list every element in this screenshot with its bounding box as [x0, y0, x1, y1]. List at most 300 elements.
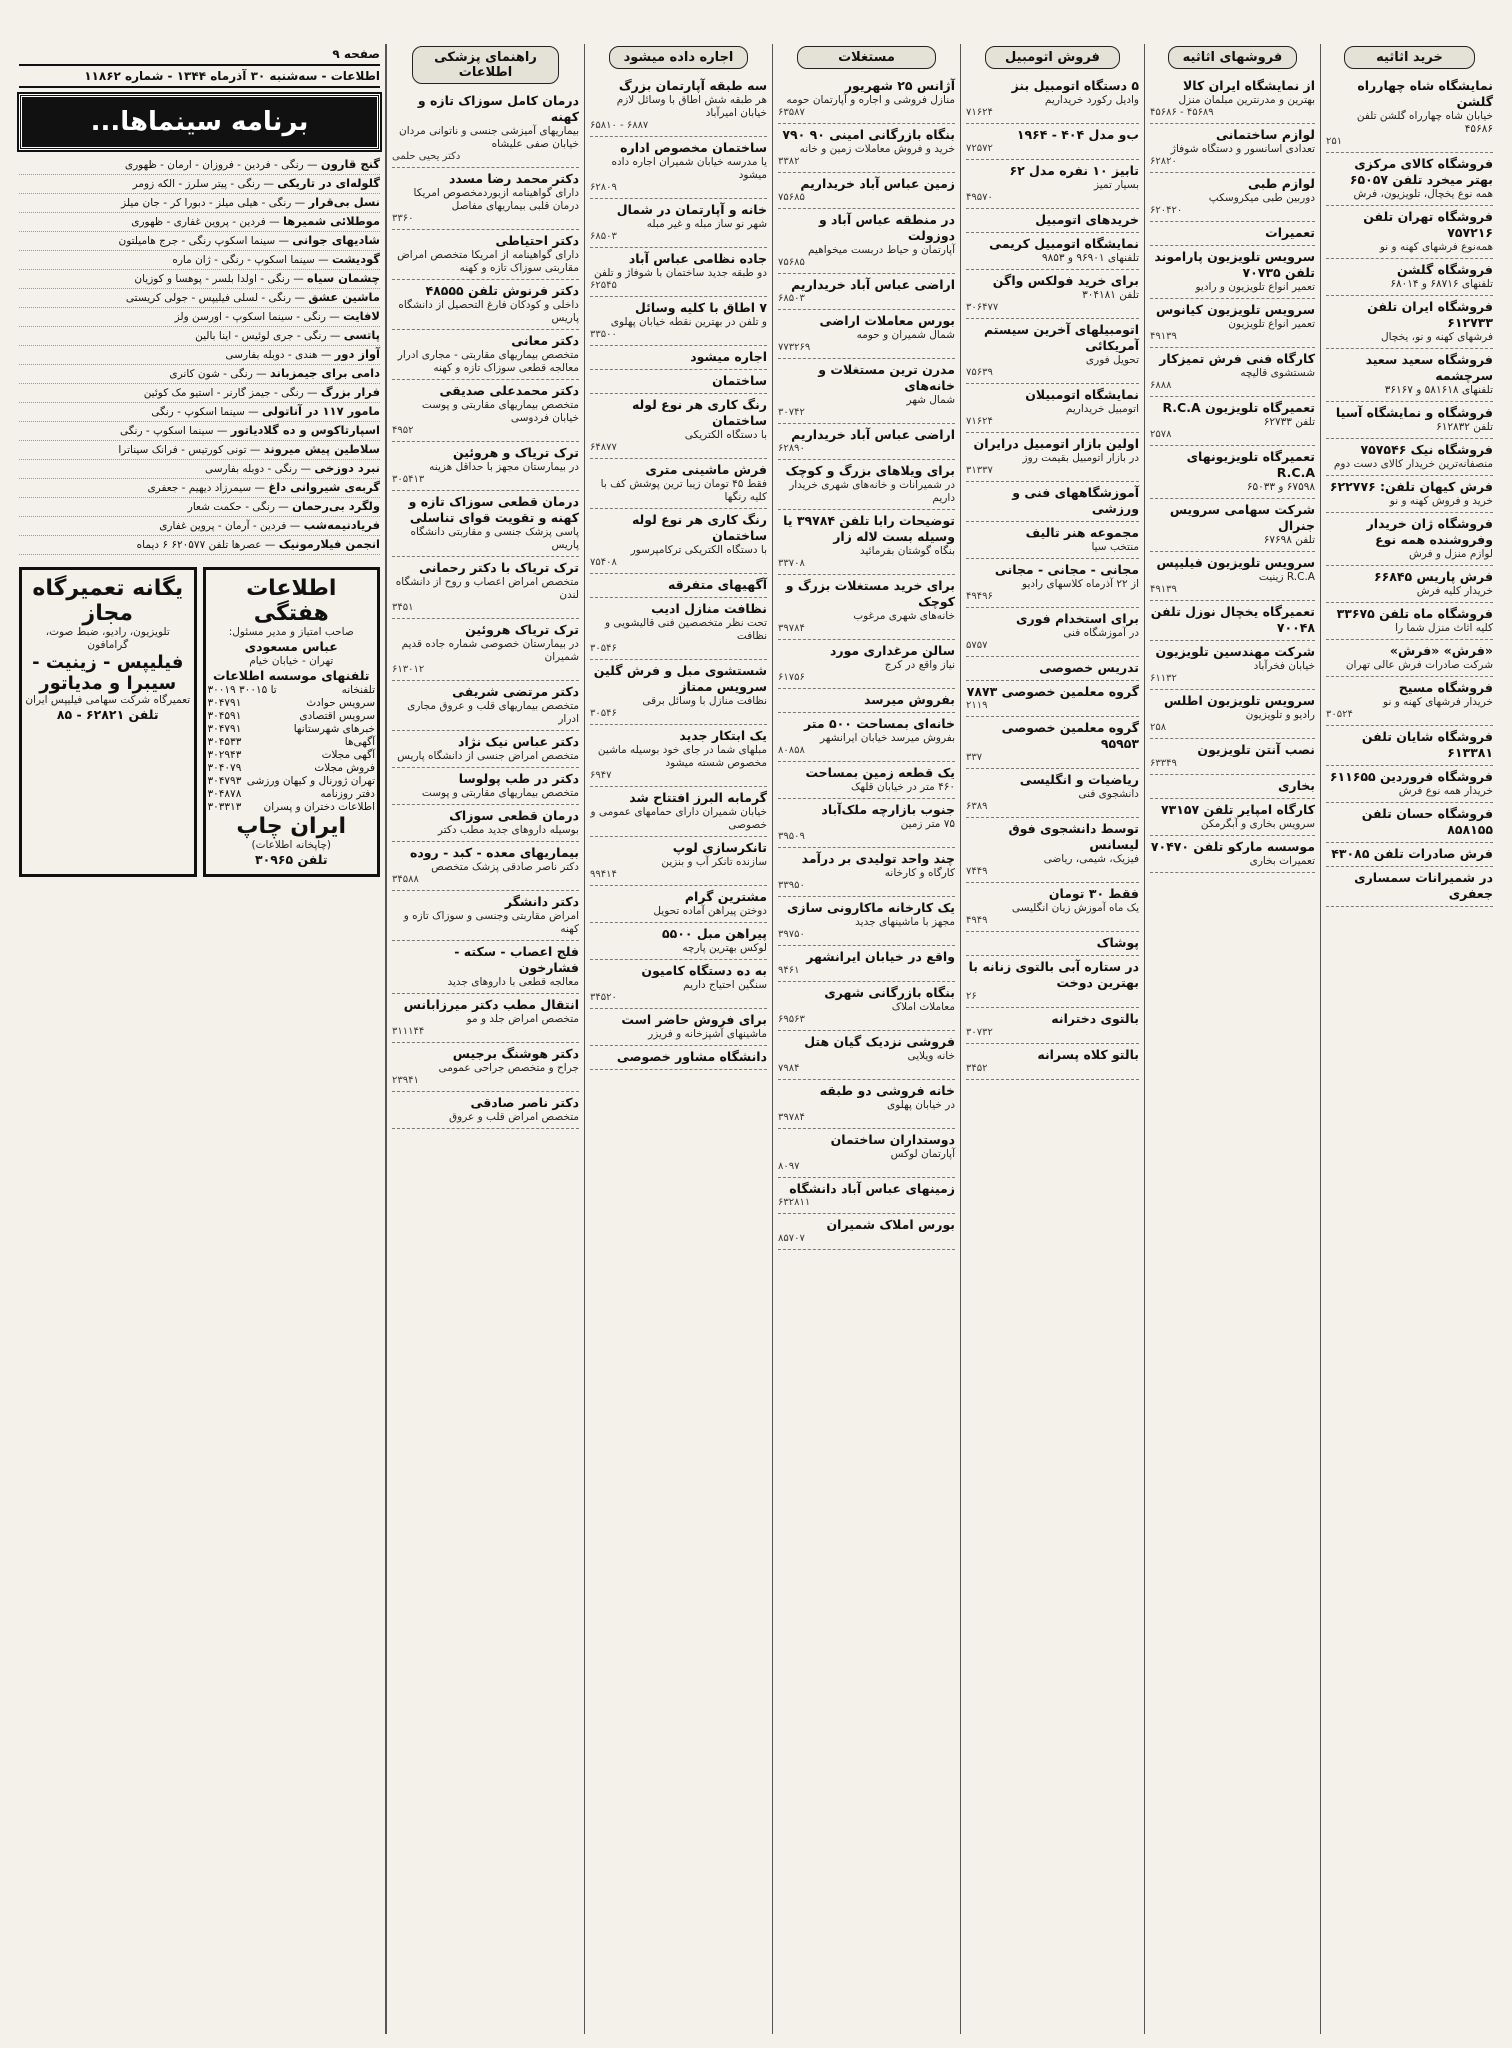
- ad-item: [1326, 766, 1493, 803]
- ad-body: خرید و فروش کهنه و نو: [1389, 495, 1493, 507]
- ad-title: فروشگاه گلشن: [1396, 262, 1493, 277]
- cinema-item: [19, 403, 380, 422]
- ad-body: منصفانه‌ترین خریدار کالای دست دوم: [1333, 458, 1493, 470]
- cinema-film-name: گودیشت: [332, 252, 380, 266]
- ad-title: فروشگاه فروردین ۶۱۱۶۵۵: [1329, 769, 1493, 784]
- owner-label: صاحب امتیاز و مدیر مسئول:: [228, 626, 354, 638]
- ad-item: [1150, 446, 1315, 499]
- ad-item: [966, 209, 1139, 233]
- ad-title: دکتر دانشگر: [504, 894, 579, 909]
- ad-body: خیابان شمیران دارای حمامهای عمومی و خصوصی: [590, 806, 767, 831]
- ad-item: [392, 768, 579, 805]
- ad-item: [778, 689, 955, 713]
- ad-code: ۳۰۵۴۶: [590, 643, 617, 654]
- print-sub: (چاپخانه اطلاعات): [251, 839, 332, 851]
- cinema-film-details: — سینما اسکوپ - رنگی: [151, 406, 262, 418]
- column-heading: مستغلات: [797, 46, 936, 69]
- ad-body: ۴۶۰ متر در خیابان قلهک: [850, 781, 955, 793]
- ad-code: ۳۴۵۱: [392, 602, 414, 613]
- ad-code: ۳۰۵۴۱۳: [392, 474, 425, 485]
- ad-item: [1150, 246, 1315, 299]
- ad-item: [392, 90, 579, 168]
- ad-item: [778, 173, 955, 209]
- ad-body: ماشینهای آشپزخانه و فریزر: [648, 1028, 767, 1040]
- ad-title: اولین بازار اتومبیل درایران: [973, 436, 1139, 451]
- ad-body: مبلهای شما در جای خود بوسیله ماشین مخصوص شسته میشود: [597, 744, 767, 769]
- ad-title: فروشگاه مسیح: [1398, 680, 1493, 695]
- ad-item: [966, 769, 1139, 818]
- cinema-item: [19, 346, 380, 365]
- ad-code: ۳۴۵۲۰: [590, 992, 617, 1003]
- ad-code: ۹۹۴۱۴: [590, 869, 617, 880]
- ad-item: [392, 681, 579, 731]
- ad-item: [1150, 799, 1315, 836]
- ad-code: ۶۲۸۰۹: [590, 182, 617, 193]
- ad-item: [1326, 153, 1493, 206]
- ad-body: بیماریهای آمیزشی جنسی و ناتوانی مردان خیابان صفی علیشاه: [399, 125, 579, 150]
- ad-item: [778, 762, 955, 799]
- ad-code: ۴۹۱۳۹: [1150, 584, 1177, 595]
- ad-item: [590, 137, 767, 199]
- ad-item: [1150, 641, 1315, 690]
- ad-body: فرشهای کهنه و نو، یخچال: [1381, 331, 1493, 343]
- ad-code: ۳۹۷۸۴: [778, 1112, 805, 1123]
- ad-title: فرش پاریس ۶۶۸۴۵: [1373, 569, 1493, 584]
- ad-code: ۶۲۵۴۵: [590, 280, 617, 291]
- ad-code: ۳۴۵۸۸: [392, 874, 419, 885]
- ad-title: دکتر عباس نیک نژاد: [458, 734, 579, 749]
- cinema-film-details: — سیمرزاد دیهیم - جعفری: [147, 482, 269, 494]
- ad-item: [590, 960, 767, 1009]
- cinema-item: [19, 232, 380, 251]
- cinema-film-name: ماشین عشق: [308, 290, 380, 304]
- ad-code: ۴۵۶۸۶ - ۴۵۶۸۹: [1150, 107, 1214, 118]
- ad-title: گرمابه البرز افتتاح شد: [629, 790, 767, 805]
- ad-item: [778, 946, 955, 982]
- ad-title: فروشگاه حسان تلفن ۸۵۸۱۵۵: [1361, 806, 1493, 837]
- column-furniture-sale: [1144, 44, 1320, 2034]
- ad-title: نمایشگاه شاه چهارراه گلشن: [1357, 78, 1493, 109]
- ad-body: خرید و فروش معاملات زمین و خانه: [799, 143, 955, 155]
- phone-number: ۳۰۴۵۳۳: [207, 736, 242, 748]
- ad-body: بسیار تمیز: [1093, 179, 1139, 191]
- ad-item: [778, 1129, 955, 1178]
- phone-row: [208, 788, 376, 801]
- ad-body: دو طبقه جدید ساختمان با شوفاژ و تلفن: [593, 267, 767, 279]
- ad-body: متخصص بیماریهای مقاربتی و پوست: [421, 787, 579, 799]
- ad-title: شرکت مهندسین تلویزیون: [1155, 644, 1315, 659]
- cinema-item: [19, 498, 380, 517]
- ad-item: [392, 619, 579, 681]
- cinema-list: [19, 156, 380, 555]
- ad-body: معاملات املاک: [891, 1001, 955, 1013]
- ad-item: [778, 1214, 955, 1250]
- ad-title: فروشگاه ایران تلفن ۶۱۲۷۳۳: [1367, 299, 1493, 330]
- ad-item: [778, 75, 955, 124]
- cinema-film-details: — تونی کورتیس - فرانک سیناترا: [118, 444, 264, 456]
- cinema-film-details: — سینما اسکوپ - رنگی: [120, 425, 231, 437]
- cinema-film-details: — سینما اسکوپ رنگی - جرج هامیلتون: [118, 235, 293, 247]
- ad-item: [1150, 499, 1315, 552]
- ad-item: [1326, 726, 1493, 766]
- ad-item: [590, 598, 767, 660]
- ad-body: تلفنهای ۵۸۱۶۱۸ و ۳۶۱۶۷: [1384, 384, 1493, 396]
- ad-title: ساختمان: [712, 373, 767, 388]
- ad-body: خریدار فرشهای کهنه و نو: [1383, 696, 1493, 708]
- print-title: ایران چاپ: [236, 814, 347, 839]
- ad-code: ۴۹۴۹۶: [966, 591, 993, 602]
- ad-item: [966, 384, 1139, 433]
- ad-title: دکتر معانی: [511, 333, 579, 348]
- cinema-film-name: شادیهای جوانی: [292, 233, 380, 247]
- cinema-item: [19, 384, 380, 403]
- ad-title: دکتر ناصر صادقی: [470, 1095, 579, 1110]
- ad-body: بفروش میرسد خیابان ایرانشهر: [820, 732, 955, 744]
- ad-code: ۳۰۷۳۲: [966, 1027, 993, 1038]
- cinema-film-details: — رنگی - لسلی فیلیپس - جولی کریستی: [125, 292, 309, 304]
- ad-title: ۵ دستگاه اتومبیل بنز: [1011, 78, 1139, 93]
- phone-number: ۳۰۲۹۴۳: [207, 749, 242, 761]
- phone-number: ۳۰۴۸۷۸: [207, 788, 242, 800]
- ad-body: همه‌نوع فرشهای کهنه و نو: [1379, 241, 1493, 253]
- phone-row: [208, 697, 376, 710]
- ad-body: مجهز با ماشینهای جدید: [855, 916, 955, 928]
- ad-body: تلفنهای ۶۸۷۱۶ و ۶۸۰۱۴: [1390, 278, 1493, 290]
- ad-item: [392, 380, 579, 442]
- column-heading: خرید اثاثیه: [1344, 46, 1475, 69]
- ad-code: ۶۵۸۱۰ - ۶۸۸۷: [590, 120, 649, 131]
- phone-label: تلفنخانه: [341, 684, 375, 696]
- ad-body: در شمیرانات و خانه‌های شهری خریدار داریم: [789, 479, 955, 504]
- ad-item: [1326, 75, 1493, 153]
- ad-body: متخصص بیماریهای مقاربتی - مجاری ادرار معالجه قطعی سوزاک تازه و کهنه: [397, 349, 579, 374]
- ad-body: سرویس بخاری و آبگرمکن: [1200, 818, 1315, 830]
- ad-body: کلیه اثاث منزل شما را: [1395, 622, 1493, 634]
- ad-item: [392, 168, 579, 230]
- ad-code: دکتر یحیی حلمی: [392, 151, 461, 162]
- ad-code: ۶۲۸۹۰: [778, 443, 805, 454]
- cinema-film-details: — رنگی - فردین - فروزان - ارمان - ظهوری: [124, 159, 321, 171]
- ad-title: لوازم ساختمانی: [1215, 127, 1315, 142]
- ad-code: ۸۰۸۵۸: [778, 745, 805, 756]
- ad-item: [778, 209, 955, 274]
- ad-title: دوستداران ساختمان: [830, 1132, 955, 1147]
- phone-row: [208, 736, 376, 749]
- ad-item: [778, 1178, 955, 1214]
- ad-code: ۳۳۵۰۰: [590, 329, 617, 340]
- ad-title: واقع در خیابان ایرانشهر: [806, 949, 955, 964]
- cinema-film-name: لافایت: [343, 309, 380, 323]
- cinema-film-details: — رنگی - هیلی میلز - دبورا کر - جان میلز: [121, 197, 309, 209]
- ad-code: ۹۴۶۱: [778, 965, 800, 976]
- phone-number: ۳۰۴۵۹۱: [207, 710, 242, 722]
- ad-code: ۶۲۸۲۰: [1150, 156, 1177, 167]
- ad-body: تلفن ۶۷۶۹۸: [1263, 534, 1315, 546]
- ad-title: آژانس ۲۵ شهریور: [844, 78, 955, 93]
- ad-item: [778, 1080, 955, 1129]
- page-number: صفحه ۹: [19, 44, 380, 66]
- column-rentals: [584, 44, 772, 2034]
- ad-title: تانکرسازی لوپ: [672, 840, 767, 855]
- ad-title: به ده دستگاه کامیون: [641, 963, 767, 978]
- phone-row: [208, 801, 376, 814]
- ad-item: [1150, 75, 1315, 124]
- ad-item: [778, 274, 955, 310]
- ad-title: فقط ۳۰ تومان: [1048, 886, 1139, 901]
- ad-body: بوسیله داروهای جدید مطب دکتر: [437, 824, 579, 836]
- ad-body: متخصص امراض قلب و عروق: [449, 1111, 579, 1123]
- ad-title: سرویس تلویزیون فیلیپس: [1156, 555, 1315, 570]
- ad-item: [392, 491, 579, 557]
- ad-title: تعمیرگاه یخچال نوزل تلفن ۷۰۰۴۸: [1150, 604, 1315, 635]
- ad-title: ترک تریاک و هروئین: [452, 445, 579, 460]
- ad-code: ۷۵۴۰۸: [590, 557, 617, 568]
- ad-code: ۵۷۵۷: [966, 640, 988, 651]
- bottom-boxes: [19, 561, 380, 883]
- ad-title: در منطقه عباس آباد و دوزولت: [818, 212, 955, 243]
- ad-title: بنگاه بازرگانی شهری: [824, 985, 955, 1000]
- ad-title: شستشوی مبل و فرش گلین سرویس ممتاز: [593, 663, 767, 694]
- cinema-item: [19, 536, 380, 555]
- ad-title: ترک تریاک با دکتر رحمانی: [419, 560, 579, 575]
- ad-title: تعمیرگاه تلویزیون R.C.A: [1162, 400, 1315, 415]
- ad-item: [966, 124, 1139, 160]
- phones-list: [208, 684, 376, 814]
- ad-code: ۳۰۷۴۲: [778, 407, 805, 418]
- ad-body: آپارتمان لوکس: [890, 1148, 955, 1160]
- ad-body: دوختن پیراهن آماده تحویل: [653, 905, 767, 917]
- cinema-film-name: اسپارتاکوس و ده گلادیاتور: [230, 423, 380, 437]
- cinema-film-details: — رنگی - حکمت شعار: [187, 501, 293, 513]
- ads-list: [590, 75, 767, 1070]
- ad-title: یک ابتکار جدید: [679, 728, 767, 743]
- ettelaat-title: اطلاعات هفتگی: [246, 576, 337, 626]
- ad-body: نیاز واقع در کرج: [884, 659, 955, 671]
- ad-item: [966, 75, 1139, 124]
- ad-body: لوازم منزل و فرش: [1408, 548, 1493, 560]
- ad-title: نظافت منازل ادیب: [651, 601, 767, 616]
- ad-body: منتخب سیا: [1091, 541, 1139, 553]
- ad-title: دکتر در طب پولوسا: [458, 771, 579, 786]
- ad-title: تعمیرات: [1265, 225, 1315, 240]
- ad-item: [590, 346, 767, 370]
- ad-item: [778, 897, 955, 946]
- cinema-film-name: گلوله‌ای در تاریکی: [277, 176, 380, 190]
- ad-title: اجاره میشود: [690, 349, 767, 364]
- ad-item: [1150, 601, 1315, 641]
- ad-item: [1326, 513, 1493, 566]
- ad-title: خانه فروشی دو طبقه: [819, 1083, 955, 1098]
- ad-body: تعدادی اسانسور و دستگاه شوفاژ: [1170, 143, 1315, 155]
- ad-item: [966, 233, 1139, 270]
- ads-list: [778, 75, 955, 1250]
- ad-item: [590, 1046, 767, 1070]
- phone-label: دفتر روزنامه: [320, 788, 375, 800]
- ad-code: ۳۴۵۲: [966, 1063, 988, 1074]
- ad-title: ریاضیات و انگلیسی: [1019, 772, 1139, 787]
- cinema-film-name: پاتسی: [343, 328, 380, 342]
- ad-body: لوکس بهترین پارچه: [682, 942, 767, 954]
- cinema-film-details: — فردین - آرمان - پروین غفاری: [159, 520, 304, 532]
- phone-number: ۳۰۴۰۷۹: [207, 762, 242, 774]
- ad-item: [1150, 836, 1315, 873]
- ad-title: درمان قطعی سوزاک: [449, 808, 579, 823]
- ad-item: [392, 230, 579, 280]
- ad-item: [392, 330, 579, 380]
- ad-body: همه نوع یخچال، تلویزیون، فرش: [1353, 188, 1493, 200]
- ad-title: فرش ماشینی متری: [645, 462, 767, 477]
- ad-body: جراح و متخصص جراحی عمومی: [438, 1062, 579, 1074]
- ad-item: [966, 657, 1139, 681]
- ad-code: ۲۵۱: [1326, 136, 1343, 147]
- ad-body: از ۲۲ آذرماه کلاسهای رادیو: [1022, 578, 1139, 590]
- ad-body: تلفن ۶۲۷۳۳: [1263, 416, 1315, 428]
- cinema-film-details: — رنگی - جیمز گارنر - استیو مک کوئین: [143, 387, 321, 399]
- ad-body: خیابان شاه چهارراه گلشن تلفن ۴۵۶۸۶: [1356, 110, 1493, 135]
- ad-item: [590, 787, 767, 837]
- philips-note: تعمیرگاه شرکت سهامی فیلیپس ایران: [25, 694, 191, 706]
- ad-title: سالن مرغداری مورد: [829, 643, 955, 658]
- column-heading: فروش اتومبیل: [985, 46, 1121, 69]
- ad-item: [966, 1008, 1139, 1044]
- ad-title: فروشگاه تهران تلفن ۷۵۷۲۱۶: [1363, 209, 1493, 240]
- cinema-film-name: سلاطین پیش میروند: [263, 442, 380, 456]
- ad-item: [590, 394, 767, 459]
- cinema-item: [19, 270, 380, 289]
- ad-body: تلفن ۶۱۲۸۳۲: [1436, 421, 1493, 433]
- ad-item: [1150, 552, 1315, 601]
- ad-item: [1326, 476, 1493, 513]
- ad-title: کارگاه فنی فرش تمیزکار: [1159, 351, 1315, 366]
- ad-title: تعمیرگاه تلویزیونهای R.C.A: [1186, 449, 1315, 480]
- cinema-item: [19, 156, 380, 175]
- phone-label: آگهی‌ها: [344, 736, 375, 748]
- ad-body: متخصص امراض جلد و مو: [466, 1013, 579, 1025]
- phone-label: آگهی مجلات: [321, 749, 375, 761]
- ad-code: ۶۱۱۳۲: [1150, 673, 1177, 684]
- ad-item: [590, 248, 767, 297]
- ad-item: [1150, 173, 1315, 222]
- cinema-film-details: — فردین - پروین غفاری - ظهوری: [131, 216, 283, 228]
- ad-item: [1326, 603, 1493, 640]
- ad-body: بهترین و مدرنترین مبلمان منزل: [1178, 94, 1315, 106]
- ad-item: [778, 124, 955, 173]
- ads-list: [392, 90, 579, 1129]
- ad-item: [590, 886, 767, 923]
- cinema-item: [19, 175, 380, 194]
- ad-item: [778, 799, 955, 848]
- ad-item: [392, 731, 579, 768]
- ad-item: [966, 608, 1139, 657]
- ad-item: [590, 923, 767, 960]
- ad-code: ۳۹۵۰۹: [778, 831, 805, 842]
- ad-code: ۲۵۸: [1150, 722, 1167, 733]
- ad-code: ۳۱۱۱۴۴: [392, 1026, 425, 1037]
- ad-code: ۶۳۲۸۱۱: [778, 1197, 811, 1208]
- ad-title: در شمیرانات سمساری جعفری: [1354, 870, 1493, 901]
- ad-body: رادیو و تلویزیون: [1245, 709, 1315, 721]
- ad-title: لوازم طبی: [1247, 176, 1315, 191]
- ad-title: آموزشگاههای فنی و ورزشی: [1012, 485, 1139, 516]
- ad-body: متخصص بیماریهای مقاربتی و پوست خیابان فردوسی: [421, 399, 579, 424]
- ad-title: رنگ کاری هر نوع لوله ساختمان: [631, 512, 767, 543]
- ad-item: [778, 424, 955, 460]
- ad-item: [1150, 690, 1315, 739]
- ad-title: ۷ اطاق با کلیه وسائل: [634, 300, 767, 315]
- ad-body: فقط ۴۵ تومان زیبا ترین پوشش کف با کلیه رنگها: [600, 478, 767, 503]
- ad-title: اتومبیلهای آخرین سیستم آمریکائی: [984, 322, 1139, 353]
- cinema-film-name: گنج قارون: [320, 157, 380, 171]
- ad-item: [590, 837, 767, 886]
- ad-title: زمینهای عباس آباد دانشگاه: [789, 1181, 955, 1196]
- philips-phone: تلفن ۶۲۸۲۱ - ۸۵: [56, 707, 159, 722]
- ad-code: ۳۰۶۴۷۷: [966, 302, 999, 313]
- ad-body: یا مدرسه خیابان شمیران اجاره داده میشود: [611, 156, 767, 181]
- cinema-item: [19, 365, 380, 384]
- ad-title: خریدهای اتومبیل: [1035, 212, 1139, 227]
- cinema-film-name: چشمان سیاه: [307, 271, 380, 285]
- ad-title: برای فروش حاضر است: [621, 1012, 767, 1027]
- cinema-item: [19, 289, 380, 308]
- philips-sub: تلویزیون، رادیو، ضبط صوت، گرامافون: [45, 626, 170, 651]
- ad-body: تعمیر انواع تلویزیون: [1228, 318, 1315, 330]
- ad-title: سرویس تلویزیون پاراموند تلفن ۷۰۷۳۵: [1154, 249, 1315, 280]
- ad-title: مشترین گرام: [684, 889, 767, 904]
- ad-item: [1150, 222, 1315, 246]
- ad-code: ۶۱۳۰۱۲: [392, 664, 425, 675]
- ad-item: [966, 956, 1139, 1008]
- ad-body: متخصص امراض اعصاب و روح از دانشگاه لندن: [395, 576, 579, 601]
- ad-title: کارگاه امپایر تلفن ۷۳۱۵۷: [1160, 802, 1315, 817]
- ad-code: ۳۹۷۸۴: [778, 623, 805, 634]
- ad-title: مجموعه هنر تالیف: [1025, 525, 1139, 540]
- ad-item: [392, 442, 579, 491]
- ad-body: شرکت صادرات فرش عالی تهران: [1345, 659, 1493, 671]
- ad-body: نظافت منازل با وسائل برقی: [642, 695, 767, 707]
- ad-item: [392, 1043, 579, 1092]
- ad-title: بالتو کلاه پسرانه: [1037, 1047, 1139, 1062]
- ad-item: [778, 510, 955, 575]
- ad-code: ۷۱۶۲۴: [966, 416, 993, 427]
- ad-body: تحت نظر متخصصین فنی قالیشویی و نظافت: [604, 617, 767, 642]
- ad-title: بورس املاک شمیران: [826, 1217, 955, 1232]
- column-cinema: [14, 44, 386, 2034]
- ad-body: خانه‌های شهری مرغوب: [853, 610, 955, 622]
- ad-item: [966, 482, 1139, 522]
- ad-code: ۳۳۶۰: [392, 213, 414, 224]
- ad-title: خانه‌ای بمساحت ۵۰۰ متر: [803, 716, 955, 731]
- ad-title: فروشگاه سعید سعید سرچشمه: [1365, 352, 1493, 383]
- ad-item: [1326, 640, 1493, 677]
- ad-body: در خیابان پهلوی: [887, 1099, 955, 1111]
- ad-code: ۶۳۸۹: [966, 801, 988, 812]
- ad-body: ۶۷۵۹۸ و ۶۵۰۳۳: [1246, 481, 1315, 493]
- ad-item: [590, 660, 767, 725]
- ads-list: [966, 75, 1139, 1080]
- ad-code: ۶۸۸۸: [1150, 380, 1172, 391]
- cinema-film-name: فریادنیمه‌شب: [303, 518, 380, 532]
- ad-title: دکتر هوشنگ برجیس: [452, 1046, 579, 1061]
- ad-item: [392, 280, 579, 330]
- ad-title: یک کارخانه ماکارونی سازی: [786, 900, 955, 915]
- ad-item: [590, 297, 767, 346]
- ad-code: ۶۸۵۰۳: [590, 231, 617, 242]
- ad-item: [590, 725, 767, 787]
- phone-row: [208, 710, 376, 723]
- ad-item: [1150, 775, 1315, 799]
- ad-body: پاسی پزشک جنسی و مقاربتی دانشگاه پاریس: [410, 526, 579, 551]
- ad-code: ۶۴۸۷۷: [590, 442, 617, 453]
